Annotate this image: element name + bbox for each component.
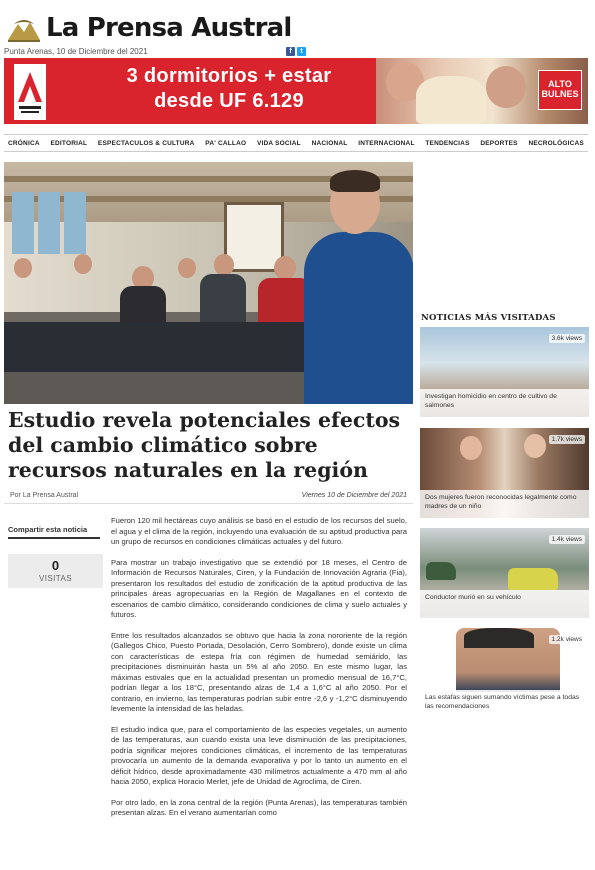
- sidebar-title: NOTICIAS MÁS VISITADAS: [421, 313, 556, 323]
- nav-item-deportes[interactable]: DEPORTES: [480, 139, 518, 147]
- nav-item-necrologicas[interactable]: NECROLÓGICAS: [528, 139, 584, 147]
- article-paragraph: Para mostrar un trabajo investigativo que se extendió por 18 meses, el Centro de Información de Recursos Naturales, Ciren, y la Fundación de Innovación Agraria (Fia), presentaron los resultados del estudio de zonificación de la aptitud productiva de las principales áreas agropecuarias en la Región de Magallanes en el contexto de escenarios de cambio climático, considerando condiciones de clima y suelo actuales y futuros.: [111, 557, 407, 619]
- article-paragraph: Por otro lado, en la zona central de la región (Punta Arenas), las temperaturas también presentan alzas. En el verano aumentarían como: [111, 797, 407, 817]
- nav-item-editorial[interactable]: EDITORIAL: [50, 139, 88, 147]
- hero-attendee: [274, 256, 296, 280]
- hero-attendee: [74, 254, 92, 274]
- hero-attendee: [214, 254, 234, 276]
- main-nav: [4, 134, 588, 152]
- banner-photo: [376, 58, 588, 124]
- hero-poster: [12, 192, 34, 254]
- news-photo-car: [426, 562, 456, 580]
- nav-item-nacional[interactable]: NACIONAL: [311, 139, 348, 147]
- nav-item-cronica[interactable]: CRÓNICA: [8, 139, 40, 147]
- article-date: Viernes 10 de Diciembre del 2021: [301, 492, 407, 499]
- twitter-icon[interactable]: t: [297, 47, 306, 56]
- hero-attendee-torso: [200, 274, 246, 324]
- views-badge: 1.2k views: [549, 635, 585, 644]
- banner-line-1: 3 dormitorios + estar: [126, 65, 332, 87]
- sidebar-news-caption[interactable]: Conductor murió en su vehículo: [420, 590, 589, 618]
- nav-item-espectaculos[interactable]: ESPECTACULOS & CULTURA: [97, 139, 195, 147]
- visits-count: 0: [51, 558, 60, 573]
- sidebar-news-item[interactable]: [420, 327, 589, 417]
- share-button[interactable]: Compartir esta noticia: [8, 525, 100, 539]
- views-badge: 1.7k views: [549, 435, 585, 444]
- nav-item-internacional[interactable]: INTERNACIONAL: [358, 139, 415, 147]
- facebook-icon[interactable]: f: [286, 47, 295, 56]
- visits-counter: [8, 554, 103, 588]
- banner-headline: [64, 64, 394, 114]
- hero-attendee-torso: [120, 286, 166, 326]
- hero-poster: [38, 192, 60, 254]
- banner-person: [486, 66, 526, 108]
- article-paragraph: Fueron 120 mil hectáreas cuyo análisis se basó en el estudio de los recursos del suelo, el agua y el clima de la región, incluyendo una evaluación de su aptitud productiva para un grupo de recursos en condiciones climáticas actuales y del futuro.: [111, 516, 407, 546]
- sidebar-news-item[interactable]: [420, 628, 589, 718]
- hero-poster: [64, 192, 86, 254]
- sidebar-news-item[interactable]: [420, 528, 589, 618]
- article-byline: Por La Prensa Austral: [10, 492, 79, 499]
- views-badge: 3.6k views: [549, 334, 585, 343]
- hero-attendee: [178, 258, 196, 278]
- news-photo-person: [524, 434, 546, 458]
- banner-line-2: desde UF 6.129: [154, 90, 304, 112]
- sidebar-news-item[interactable]: [420, 428, 589, 518]
- hero-table: [4, 322, 344, 372]
- sidebar-news-caption[interactable]: Dos mujeres fueron reconocidas legalmente como madres de un niño: [420, 490, 589, 518]
- article-body: [111, 516, 407, 870]
- site-logo-title[interactable]: La Prensa Austral: [46, 13, 292, 43]
- visits-label: VISITAS: [39, 574, 72, 583]
- social-links: [286, 47, 306, 56]
- nav-item-tendencias[interactable]: TENDENCIAS: [425, 139, 470, 147]
- news-photo-person-hair: [464, 628, 534, 648]
- news-photo-person: [460, 436, 482, 460]
- masthead: [4, 12, 314, 46]
- article-meta: [4, 490, 413, 504]
- banner-dog: [416, 76, 486, 124]
- nav-item-vida-social[interactable]: VIDA SOCIAL: [256, 139, 301, 147]
- sidebar-news-caption[interactable]: Las estafas siguen sumando víctimas pese a todas las recomendaciones: [420, 690, 589, 718]
- nav-item-pa-callao[interactable]: PA' CALLAO: [205, 139, 247, 147]
- news-photo-car: [508, 568, 558, 590]
- article-paragraph: Entre los resultados alcanzados se obtuvo que hacia la zona nororiente de la región (Gallegos Chico, Puesto Portada, Desolación, Cerro Sombrero), donde existe un clima con características de estepa fría con régimen de humedad semiárido, las precipitaciones disminuirán hasta un 5% al año 2050. En este mismo lugar, las máximas estivales que en la actualidad presentan un promedio mensual de 16,7°C, podrían llegar a los 18°C, presentando alzas de 1,4 a 1,6°C al año 2050. Por el contrario, en invierno, las temperaturas podrían subir entre -2,6 y -1,2°C disminuyendo levemente la intensidad de las heladas.: [111, 630, 407, 713]
- views-badge: 1.4k views: [549, 535, 585, 544]
- article-hero-image: [4, 162, 413, 404]
- date-line: Punta Arenas, 10 de Diciembre del 2021: [4, 47, 148, 56]
- alto-bulnes-logo: ALTO BULNES: [538, 70, 582, 110]
- article-headline: Estudio revela potenciales efectos del cambio climático sobre recursos naturales en la región: [8, 408, 401, 482]
- hero-speaker-hair: [330, 170, 380, 192]
- hero-speaker: [304, 232, 413, 404]
- mountain-condor-icon: [6, 14, 42, 44]
- altas-cumbres-logo-icon: [14, 64, 46, 120]
- banner-ad[interactable]: [4, 58, 588, 124]
- sidebar-news-caption[interactable]: Investigan homicidio en centro de cultivo de salmones: [420, 389, 589, 417]
- hero-attendee: [14, 258, 32, 278]
- article-paragraph: El estudio indica que, para el comportamiento de las especies vegetales, un aumento de las temperaturas, aun cuando exista una leve disminución de las precipitaciones, podría significar mejores condiciones climáticas, el incremento de las temperaturas provocaría un aumento de la demanda evaporativa y por lo tanto un aumento en el déficit hídrico, desde aproximadamente 430 milímetros actualmente a 470 mm al año hacia 2050, explica Horacio Merlet, jefe de Unidad de Agroclima, de Ciren.: [111, 724, 407, 786]
